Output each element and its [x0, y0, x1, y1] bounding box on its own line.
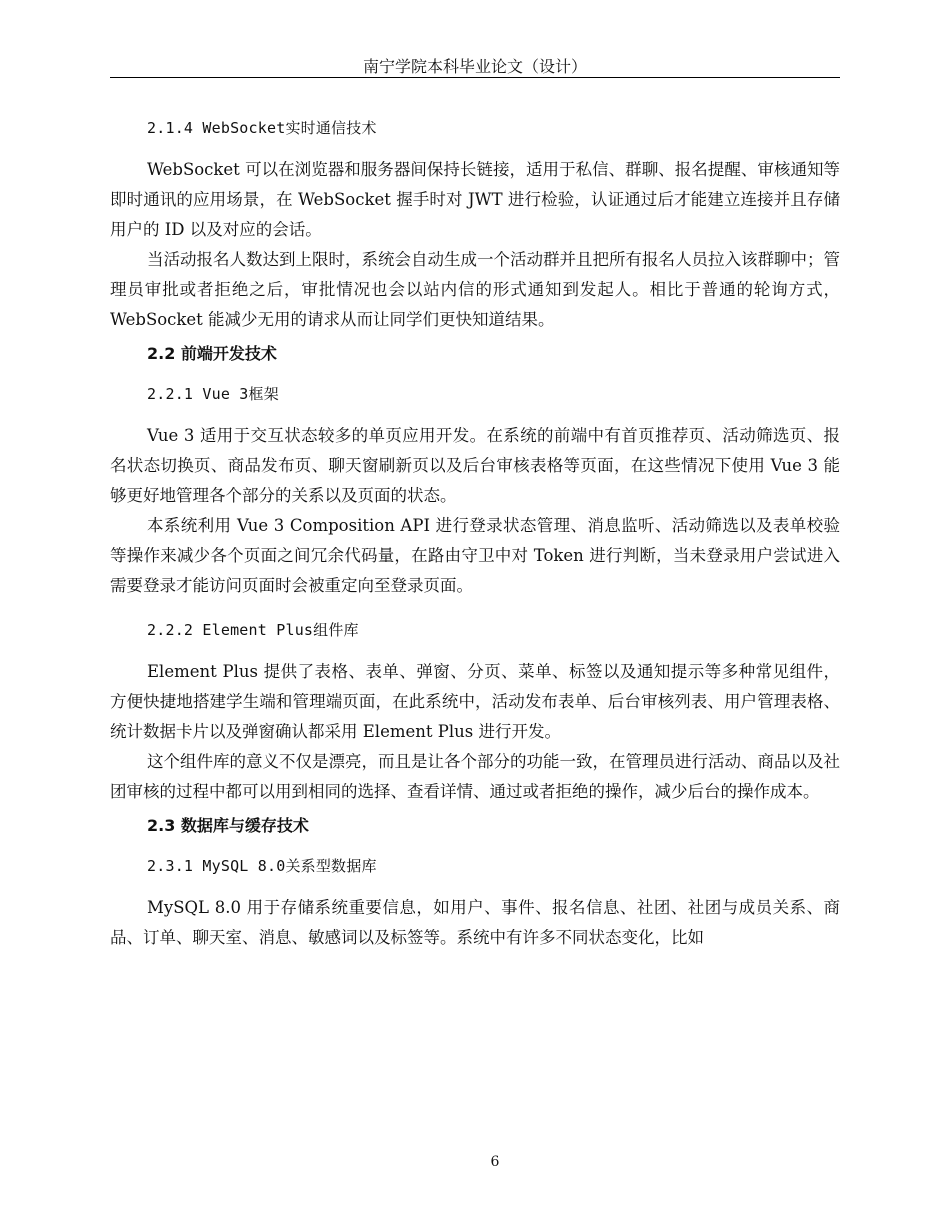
running-header-title: 南宁学院本科毕业论文（设计） — [362, 57, 587, 76]
subsection-heading-2-2-1: 2.2.1 Vue 3框架 — [147, 385, 279, 403]
subsection-heading-2-2-2: 2.2.2 Element Plus组件库 — [147, 621, 359, 639]
paragraph: Vue 3 适用于交互状态较多的单页应用开发。在系统的前端中有首页推荐页、活动筛选页、报名状态切换页、商品发布页、聊天窗刷新页以及后台审核表格等页面，在这些情况下使用 Vue 3 能够更好地管理各个部分的关系以及页面的状态。 — [110, 426, 840, 505]
page-number-text: 6 — [490, 1154, 500, 1170]
running-header — [110, 57, 840, 78]
paragraph: 这个组件库的意义不仅是漂亮，而且是让各个部分的功能一致，在管理员进行活动、商品以及社团审核的过程中都可以用到相同的选择、查看详情、通过或者拒绝的操作，减少后台的操作成本。 — [110, 752, 840, 801]
paragraph: MySQL 8.0 用于存储系统重要信息，如用户、事件、报名信息、社团、社团与成员关系、商品、订单、聊天室、消息、敏感词以及标签等。系统中有许多不同状态变化，比如 — [110, 898, 840, 947]
paragraph: 本系统利用 Vue 3 Composition API 进行登录状态管理、消息监听、活动筛选以及表单校验等操作来减少各个页面之间冗余代码量，在路由守卫中对 Token 进行判断，当未登录用户尝试进入需要登录才能访问页面时会被重定向至登录页面。 — [110, 516, 840, 595]
paragraph: Element Plus 提供了表格、表单、弹窗、分页、菜单、标签以及通知提示等多种常见组件，方便快捷地搭建学生端和管理端页面，在此系统中，活动发布表单、后台审核列表、用户管理表格、统计数据卡片以及弹窗确认都采用 Element Plus 进行开发。 — [110, 662, 840, 741]
subsection-heading-2-3-1: 2.3.1 MySQL 8.0关系型数据库 — [147, 857, 377, 875]
section-heading-2-3: 2.3 数据库与缓存技术 — [147, 816, 309, 835]
paragraph: WebSocket 可以在浏览器和服务器间保持长链接，适用于私信、群聊、报名提醒、审核通知等即时通讯的应用场景，在 WebSocket 握手时对 JWT 进行检验，认证通过后才能建立连接并且存储用户的 ID 以及对应的会话。 — [110, 160, 840, 239]
subsection-heading-2-1-4: 2.1.4 WebSocket实时通信技术 — [147, 119, 377, 137]
section-heading-2-2: 2.2 前端开发技术 — [147, 344, 277, 363]
page-number — [0, 1152, 950, 1172]
paragraph: 当活动报名人数达到上限时，系统会自动生成一个活动群并且把所有报名人员拉入该群聊中；管理员审批或者拒绝之后，审批情况也会以站内信的形式通知到发起人。相比于普通的轮询方式，WebSocket 能减少无用的请求从而让同学们更快知道结果。 — [110, 250, 840, 329]
page-body — [110, 113, 840, 953]
